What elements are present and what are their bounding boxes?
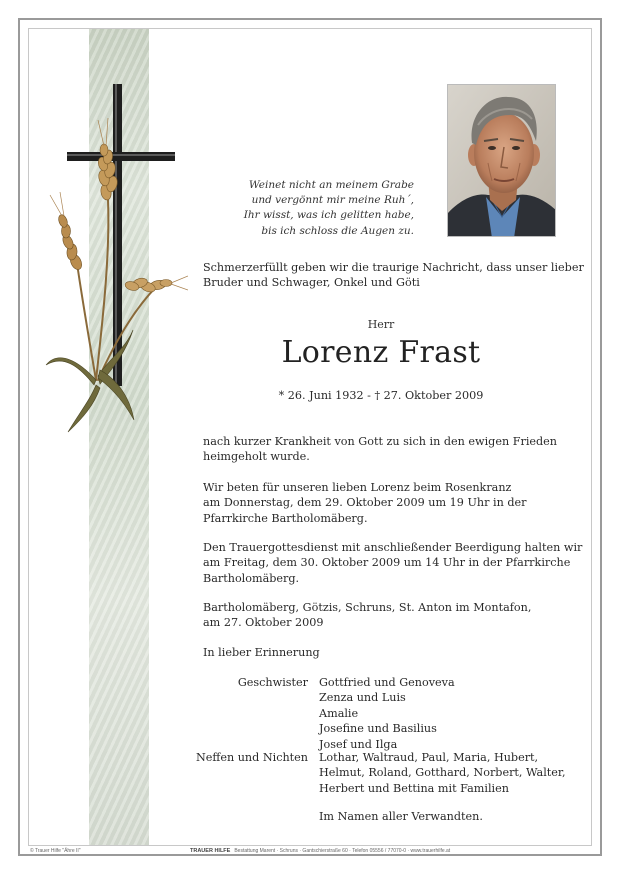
intro-line: Schmerzerfüllt geben wir die traurige Nachricht, dass unser lieber <box>203 261 584 274</box>
paragraph-line: In lieber Erinnerung <box>203 646 320 659</box>
list-item: Josef und Ilga <box>319 737 398 751</box>
list-item: Josefine und Basilius <box>319 722 437 736</box>
footer-copyright: © Trauer Hilfe "Ähre II" <box>30 848 81 854</box>
list-item: Gottfried und Genoveva <box>319 676 455 689</box>
paragraph-line: Bartholomäberg. <box>203 571 300 585</box>
portrait-photo <box>447 84 556 237</box>
paragraph-line: am Donnerstag, dem 29. Oktober 2009 um 19 Uhr in der <box>203 496 527 510</box>
paragraph-line: Pfarrkirche Bartholomäberg. <box>203 511 368 525</box>
paragraph-passing <box>203 434 573 465</box>
list-item: Zenza und Luis <box>319 691 406 705</box>
list-item: Helmut, Roland, Gotthard, Norbert, Walter, <box>319 766 566 780</box>
paragraph-funeral <box>203 540 583 586</box>
poem-line: Ihr wisst, was ich gelitten habe, <box>243 209 414 222</box>
poem <box>222 178 414 239</box>
siblings-list <box>319 675 455 752</box>
intro-text <box>203 260 584 291</box>
paragraph-line: nach kurzer Krankheit von Gott zu sich in den ewigen Frieden <box>203 435 558 448</box>
footer-address: Bestattung Marent · Schruns · Gantschierstraße 60 · Telefon 05556 / 77070-0 · www.trauerhilfe.at <box>234 848 451 854</box>
footer-brand: TRAUER HILFE <box>190 848 231 854</box>
sign-off: Im Namen aller Verwandten. <box>319 810 483 823</box>
paragraph-line: am Freitag, dem 30. Oktober 2009 um 14 Uhr in der Pfarrkirche <box>203 556 571 570</box>
poem-line: bis ich schloss die Augen zu. <box>261 224 414 237</box>
paragraph-line: Den Trauergottesdienst mit anschließender Beerdigung halten wir <box>203 541 583 554</box>
list-item: Herbert und Bettina mit Familien <box>319 781 509 795</box>
list-item: Amalie <box>319 706 359 720</box>
cross-with-wheat-icon <box>38 80 188 440</box>
paragraph-line: am 27. Oktober 2009 <box>203 616 324 630</box>
intro-line: Bruder und Schwager, Onkel und Göti <box>203 276 420 290</box>
footer-info <box>190 848 450 854</box>
salutation: Herr <box>367 318 395 331</box>
paragraph-line: heimgeholt wurde. <box>203 450 310 464</box>
list-item: Lothar, Waltraud, Paul, Maria, Hubert, <box>319 751 539 764</box>
poem-line: und vergönnt mir meine Ruh´, <box>251 194 414 207</box>
deceased-name: Lorenz Frast <box>281 335 481 370</box>
poem-line: Weinet nicht an meinem Grabe <box>248 179 414 191</box>
nephews-label: Neffen und Nichten <box>195 751 308 764</box>
siblings-label: Geschwister <box>237 676 308 689</box>
paragraph-rosary <box>203 480 573 526</box>
nephews-list <box>319 750 566 796</box>
paragraph-line: Wir beten für unseren lieben Lorenz beim Rosenkranz <box>203 481 512 494</box>
paragraph-place-date <box>203 600 573 631</box>
paragraph-line: Bartholomäberg, Götzis, Schruns, St. Anton im Montafon, <box>203 601 532 614</box>
paragraph-remembrance <box>203 645 573 660</box>
life-dates: * 26. Juni 1932 - † 27. Oktober 2009 <box>278 389 484 402</box>
